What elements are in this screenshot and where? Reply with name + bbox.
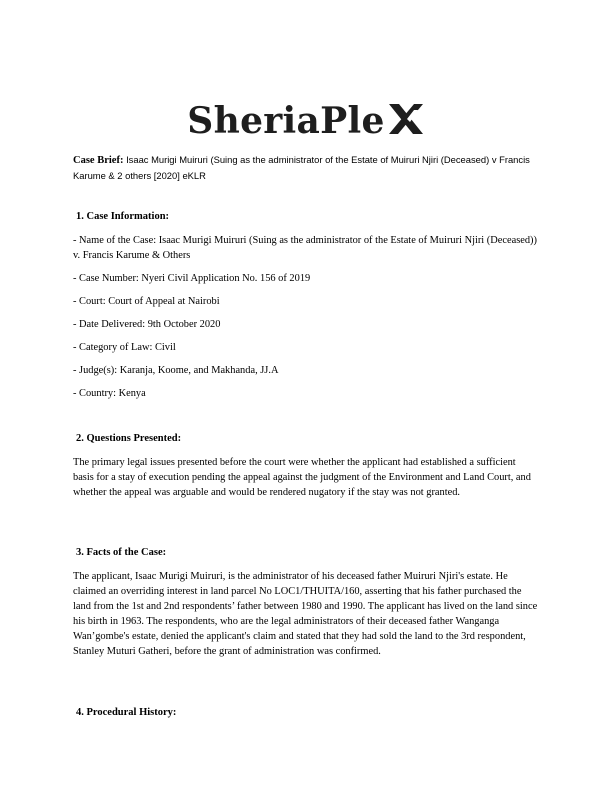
category-of-law-item: - Category of Law: Civil bbox=[73, 342, 176, 353]
case-brief-line bbox=[73, 152, 543, 183]
questions-presented-heading: 2. Questions Presented: bbox=[76, 433, 182, 444]
judges-item: - Judge(s): Karanja, Koome, and Makhanda, JJ.A bbox=[73, 365, 279, 376]
court-item: - Court: Court of Appeal at Nairobi bbox=[73, 296, 220, 307]
facts-text: The applicant, Isaac Murigi Muiruri, is the administrator of his deceased father Muiruri Njiri's estate. He claimed an overriding interest in land parcel No LOC1/THUITA/160, asserting that his father purchased the land from the 1st and 2nd respondents’ father between 1980 and 1990. The applicant has lived on the land since his birth in 1963. The respondents, who are the legal administrators of their deceased father Wanganga Wan’gombe's estate, denied the applicant's claim and stated that they had sold the land to the 3rd respondent, Stanley Muturi Gatheri, before the grant of administration was confirmed. bbox=[73, 571, 538, 657]
case-name-item: - Name of the Case: Isaac Murigi Muiruri (Suing as the administrator of the Estate of Muiruri Njiri (Deceased)) v. Francis Karume & Others bbox=[73, 235, 537, 261]
case-brief-label: Case Brief: bbox=[73, 155, 124, 166]
date-delivered-item: - Date Delivered: 9th October 2020 bbox=[73, 319, 221, 330]
facts-heading: 3. Facts of the Case: bbox=[76, 547, 167, 558]
country-item: - Country: Kenya bbox=[73, 388, 146, 399]
case-brief-title: Isaac Murigi Muiruri (Suing as the administrator of the Estate of Muiruri Njiri (Deceased) v Francis Karume & 2 others [2020] eKLR bbox=[73, 154, 530, 181]
sheriaplex-logo bbox=[0, 98, 612, 144]
questions-presented-text: The primary legal issues presented before the court were whether the applicant had established a sufficient basis for a stay of execution pending the appeal against the judgment of the Environment and Land Court, and whether the appeal was arguable and would be rendered nugatory if the stay was not granted. bbox=[73, 457, 531, 498]
procedural-history-heading: 4. Procedural History: bbox=[76, 707, 177, 718]
logo-wordmark: SheriaPle bbox=[187, 100, 385, 142]
case-number-item: - Case Number: Nyeri Civil Application No. 156 of 2019 bbox=[73, 273, 311, 284]
case-information-heading: 1. Case Information: bbox=[76, 211, 170, 222]
x-mark-logo-icon bbox=[387, 102, 425, 141]
